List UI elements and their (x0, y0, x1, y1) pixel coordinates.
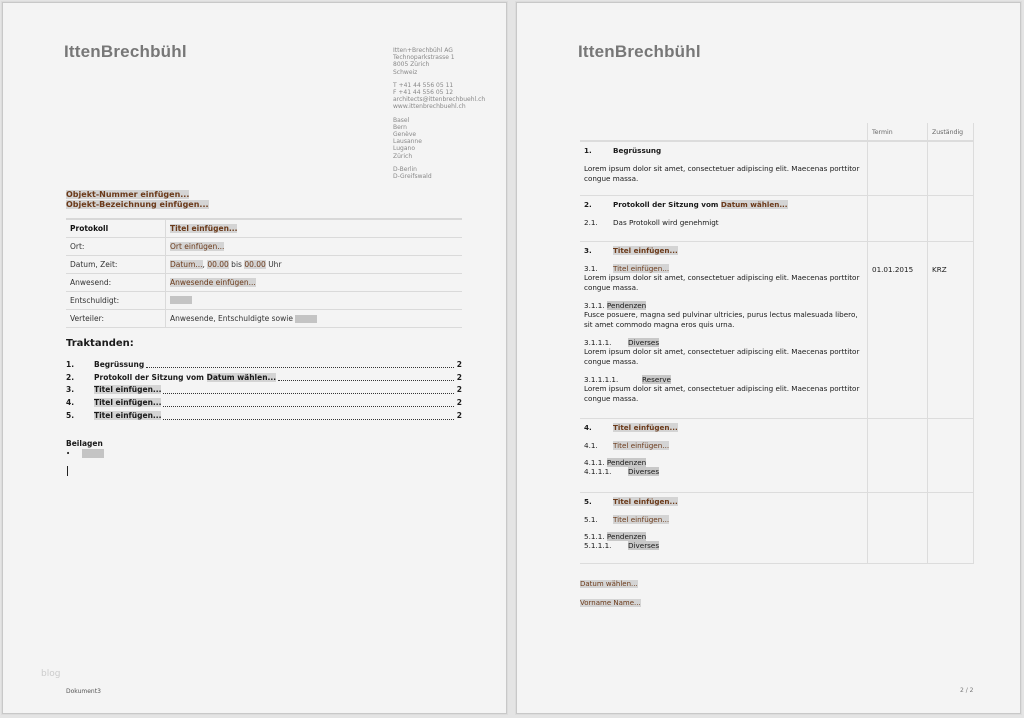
toc-label: Begrüssung (94, 359, 145, 369)
pendenzen-number: 4.1.1. (584, 458, 605, 467)
subsection-text: Das Protokoll wird genehmigt (613, 218, 719, 227)
ort-field[interactable]: Ort einfügen... (170, 242, 225, 251)
address-block (393, 47, 485, 186)
protocol-info-table (66, 218, 462, 328)
pendenzen-heading (584, 532, 863, 541)
toc-item[interactable] (66, 396, 462, 409)
section-number: 3. (584, 246, 592, 255)
beilagen-list-item (66, 449, 104, 458)
table-of-contents (66, 358, 462, 422)
toc-leader (163, 412, 454, 420)
section-heading (584, 146, 863, 155)
company-logo: IttenBrechbühl (64, 42, 187, 61)
toc-label: Titel einfügen... (94, 411, 162, 421)
zustaendig-cell (928, 141, 974, 196)
toc-page: 2 (456, 411, 462, 421)
toc-number: 3. (66, 385, 75, 395)
diverses-number: 3.1.1.1. (584, 338, 612, 347)
text-cursor (67, 466, 68, 476)
table-row (66, 310, 462, 328)
company-logo: IttenBrechbühl (578, 42, 701, 61)
table-row (66, 292, 462, 310)
subtitle-placeholder[interactable]: Titel einfügen... (613, 515, 670, 524)
toc-leader (146, 360, 454, 368)
subsection-number: 5.1. (584, 515, 598, 524)
office: Basel (393, 116, 410, 124)
table-row (580, 493, 974, 564)
table-row (66, 274, 462, 292)
section-heading (584, 200, 863, 209)
table-row (580, 242, 974, 419)
title-field[interactable]: Titel einfügen... (170, 224, 238, 233)
pendenzen-title[interactable]: Pendenzen (606, 532, 647, 541)
time-to-field[interactable]: 00.00 (244, 260, 266, 269)
anwesend-label: Anwesend: (66, 274, 166, 292)
email-link[interactable]: architects@ittenbrechbuehl.ch (393, 96, 486, 104)
agenda-table (580, 123, 974, 564)
datum-label: Datum, Zeit: (66, 256, 166, 274)
verteiler-label: Verteiler: (66, 310, 166, 328)
ort-label: Ort: (66, 238, 166, 256)
termin-cell (868, 242, 928, 419)
toc-page: 2 (456, 385, 462, 395)
datum-cell (166, 256, 463, 274)
toc-date-placeholder[interactable]: Datum wählen... (206, 372, 277, 382)
office: Bern (393, 123, 407, 131)
termin-cell (868, 493, 928, 564)
object-block (66, 190, 209, 210)
office: D-Greifswald (393, 173, 432, 181)
title-placeholder[interactable]: Titel einfügen... (613, 423, 678, 432)
toc-label-prefix: Protokoll der Sitzung vom (94, 372, 207, 382)
header-content (580, 123, 868, 141)
reserve-number: 3.1.1.1.1. (584, 375, 619, 384)
signature-name-field[interactable]: Vorname Name... (580, 599, 641, 607)
termin-cell (868, 196, 928, 242)
address-line: Itten+Brechbühl AG (393, 47, 453, 54)
page-number: 2 / 2 (960, 687, 974, 694)
beilage-field[interactable] (82, 449, 104, 458)
table-row (66, 238, 462, 256)
time-from-field[interactable]: 00.00 (207, 260, 229, 269)
reserve-text: Lorem ipsum dolor sit amet, consectetuer adipiscing elit. Maecenas porttitor congue massa. (584, 384, 860, 403)
section-number: 4. (584, 423, 592, 432)
watermark: blog (41, 669, 61, 679)
beilagen-heading: Beilagen (66, 439, 103, 448)
termin-cell (868, 141, 928, 196)
subsection (584, 218, 863, 227)
section-number: 2. (584, 200, 592, 209)
uhr-text: Uhr (265, 260, 282, 269)
termin-cell (868, 419, 928, 493)
title-placeholder[interactable]: Titel einfügen... (613, 246, 678, 255)
toc-label (94, 373, 276, 382)
office: Lausanne (393, 138, 422, 146)
diverses-heading (584, 338, 863, 347)
toc-label: Titel einfügen... (94, 398, 162, 408)
toc-page: 2 (456, 372, 462, 382)
reserve-heading (584, 375, 863, 384)
title-placeholder[interactable]: Titel einfügen... (613, 497, 678, 506)
document-page-1 (2, 2, 507, 714)
office: Lugano (393, 145, 415, 153)
address-line: Technoparkstrasse 1 (393, 54, 455, 62)
phone: T +41 44 556 05 11 (393, 81, 454, 89)
subtitle-placeholder[interactable]: Titel einfügen... (613, 264, 670, 273)
diverses-title[interactable]: Diverses (628, 541, 660, 550)
toc-page: 2 (456, 359, 462, 369)
toc-leader (278, 373, 454, 381)
subsection-number: 3.1. (584, 264, 598, 273)
diverses-title[interactable]: Diverses (628, 338, 660, 347)
table-row (66, 219, 462, 238)
subsection (584, 441, 863, 450)
diverses-number: 5.1.1.1. (584, 541, 612, 550)
address-line: Schweiz (393, 68, 418, 76)
pendenzen-heading (584, 458, 863, 467)
website-link[interactable]: www.ittenbrechbuehl.ch (393, 103, 466, 111)
table-header-row (580, 123, 974, 141)
pendenzen-number: 5.1.1. (584, 532, 605, 541)
diverses-heading (584, 467, 863, 476)
toc-leader (163, 386, 454, 394)
section-heading (584, 246, 863, 255)
reserve-title[interactable]: Reserve (642, 375, 671, 384)
section-cell (580, 242, 868, 419)
signature-date-field[interactable]: Datum wählen... (580, 580, 638, 588)
office: Genève (393, 131, 417, 139)
zustaendig-cell (928, 242, 974, 419)
toc-page: 2 (456, 398, 462, 408)
toc-label: Titel einfügen... (94, 385, 162, 395)
table-row (66, 256, 462, 274)
protokoll-label: Protokoll (66, 219, 166, 238)
zustaendig-cell (928, 419, 974, 493)
toc-item[interactable] (66, 409, 462, 422)
toc-number: 5. (66, 411, 75, 421)
table-row (580, 419, 974, 493)
toc-item[interactable] (66, 358, 462, 371)
separator: , (202, 260, 208, 269)
header-zustaendig: Zuständig (928, 123, 974, 141)
pendenzen-heading (584, 301, 863, 310)
bis-text: bis (228, 260, 245, 269)
office: D-Berlin (393, 165, 417, 173)
section-cell (580, 493, 868, 564)
signature-date (580, 580, 638, 588)
table-row (580, 141, 974, 196)
fax: F +41 44 556 05 12 (393, 89, 454, 97)
signature-name (580, 599, 641, 607)
toc-number: 2. (66, 372, 75, 382)
diverses-number: 4.1.1.1. (584, 467, 612, 476)
subsection-number: 2.1. (584, 218, 598, 227)
zustaendig-cell (928, 493, 974, 564)
entschuldigt-label: Entschuldigt: (66, 292, 166, 310)
object-name-field[interactable]: Objekt-Bezeichnung einfügen... (66, 200, 209, 209)
pendenzen-title[interactable]: Pendenzen (606, 301, 647, 310)
section-text: Lorem ipsum dolor sit amet, consectetuer adipiscing elit. Maecenas porttitor congue massa. (584, 164, 860, 183)
section-heading (584, 497, 863, 506)
pendenzen-number: 3.1.1. (584, 301, 605, 310)
toc-leader (163, 399, 454, 407)
section-title: Protokoll der Sitzung vom (613, 200, 721, 209)
section-cell (580, 196, 868, 242)
object-number-field[interactable]: Objekt-Nummer einfügen... (66, 190, 190, 199)
section-cell (580, 141, 868, 196)
section-number: 1. (584, 146, 592, 155)
toc-item[interactable] (66, 371, 462, 384)
subsection (584, 264, 863, 273)
section-heading (584, 423, 863, 432)
verteiler-text: Anwesende, Entschuldigte sowie (170, 314, 296, 323)
section-cell (580, 419, 868, 493)
subsection (584, 515, 863, 524)
date-field[interactable]: Datum... (170, 260, 203, 269)
toc-number: 1. (66, 359, 75, 369)
bullet-icon: • (66, 449, 71, 458)
date-placeholder[interactable]: Datum wählen... (720, 200, 788, 209)
diverses-text: Lorem ipsum dolor sit amet, consectetuer adipiscing elit. Maecenas porttitor congue massa. (584, 347, 860, 366)
table-row (580, 196, 974, 242)
subsection-number: 4.1. (584, 441, 598, 450)
entschuldigt-field[interactable] (170, 296, 192, 304)
traktanden-heading: Traktanden: (66, 338, 134, 349)
footer-document-name: Dokument3 (66, 688, 101, 695)
diverses-title[interactable]: Diverses (628, 467, 660, 476)
header-termin: Termin (868, 123, 928, 141)
section-title: Begrüssung (613, 146, 662, 155)
office: Zürich (393, 152, 413, 160)
verteiler-field[interactable] (295, 315, 317, 323)
pendenzen-text: Fusce posuere, magna sed pulvinar ultricies, purus lectus malesuada libero, sit amet commodo magna eros quis urna. (584, 310, 858, 329)
zustaendig-value: KRZ (932, 265, 947, 274)
address-line: 8005 Zürich (393, 61, 430, 69)
subtitle-placeholder[interactable]: Titel einfügen... (613, 441, 670, 450)
anwesend-field[interactable]: Anwesende einfügen... (170, 278, 256, 287)
termin-value: 01.01.2015 (872, 265, 914, 274)
section-number: 5. (584, 497, 592, 506)
subsection-text: Lorem ipsum dolor sit amet, consectetuer adipiscing elit. Maecenas porttitor congue massa. (584, 273, 860, 292)
toc-item[interactable] (66, 384, 462, 397)
pendenzen-title[interactable]: Pendenzen (606, 458, 647, 467)
zustaendig-cell (928, 196, 974, 242)
toc-number: 4. (66, 398, 75, 408)
diverses-heading (584, 541, 863, 550)
document-page-2 (516, 2, 1021, 714)
